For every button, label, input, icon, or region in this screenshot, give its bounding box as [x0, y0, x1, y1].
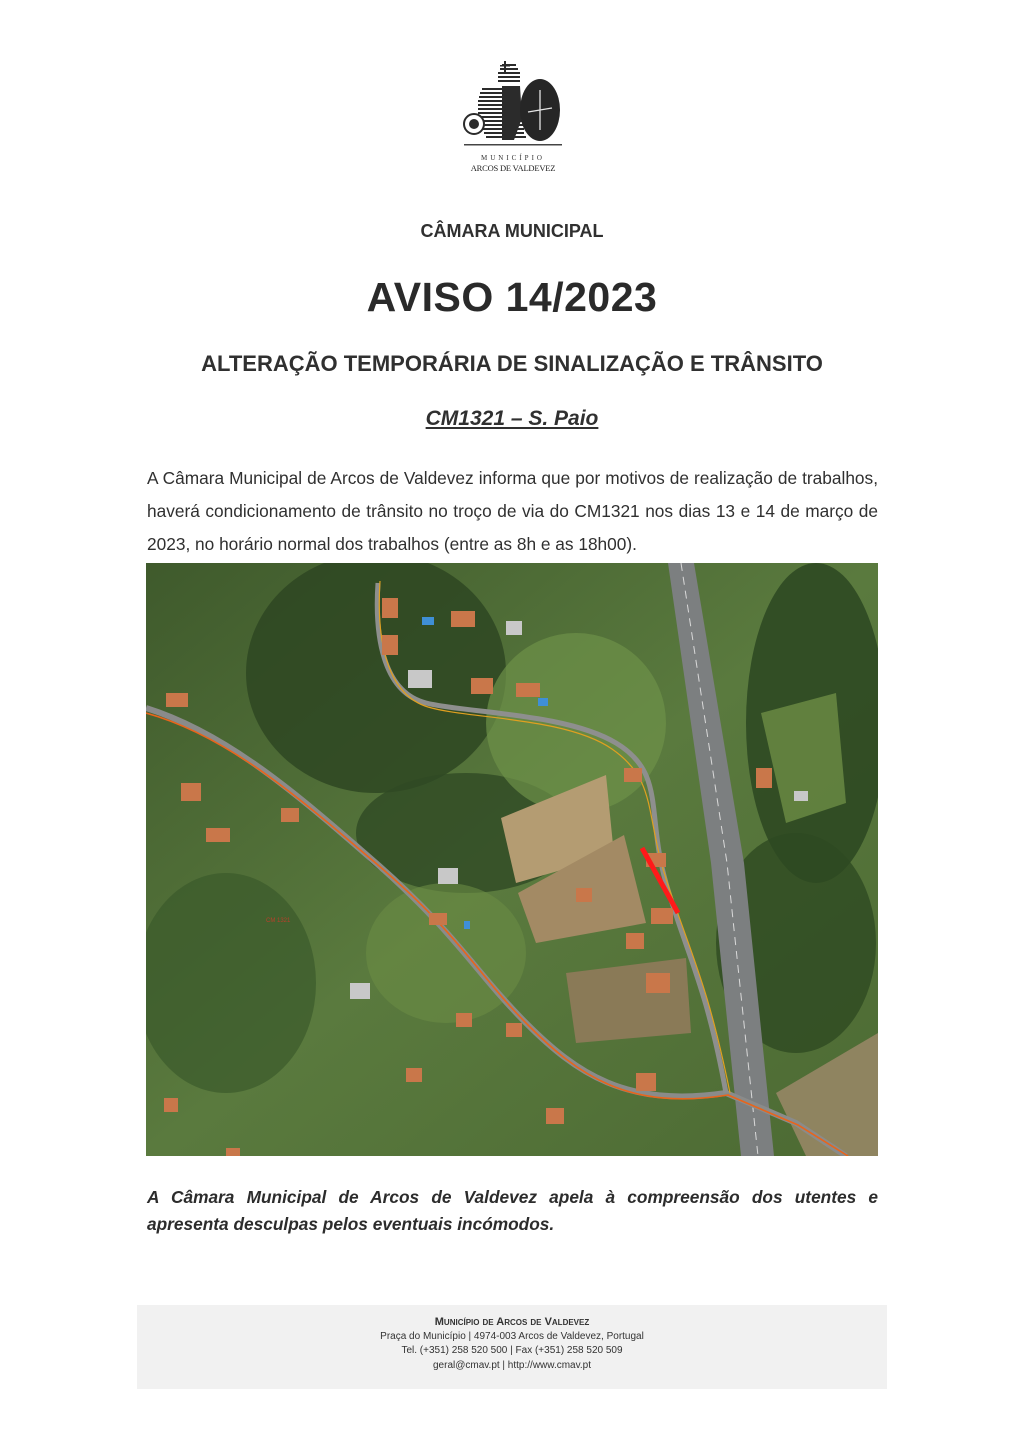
closing-statement [147, 1184, 878, 1238]
notice-subject: ALTERAÇÃO TEMPORÁRIA DE SINALIZAÇÃO E TRÂNSITO [201, 351, 823, 376]
municipality-logo [458, 58, 568, 176]
knight-shield-emblem-icon [458, 58, 568, 154]
aerial-map-image [146, 563, 878, 1156]
footer-address: Praça do Município | 4974-003 Arcos de Valdevez, Portugal [380, 1330, 644, 1342]
closing-line-2: apresenta desculpas pelos eventuais incómodos. [147, 1214, 555, 1234]
footer-contact[interactable]: geral@cmav.pt | http://www.cmav.pt [433, 1359, 591, 1371]
map-road-label: CM 1321 [266, 918, 291, 924]
footer-phone: Tel. (+351) 258 520 500 | Fax (+351) 258 520 509 [401, 1345, 623, 1356]
road-name: CM1321 – S. Paio [425, 407, 599, 430]
notice-paragraph: A Câmara Municipal de Arcos de Valdevez informa que por motivos de realização de trabalhos, haverá condicionamento de trânsito no troço de via do CM1321 nos dias 13 e 14 de março de 2023, no horário normal dos trabalhos (entre as 8h e as 18h00). [147, 468, 878, 554]
closing-line-1: A Câmara Municipal de Arcos de Valdevez apela à compreensão dos utentes e [147, 1187, 878, 1207]
notice-title: AVISO 14/2023 [366, 274, 658, 320]
footer-organization: Município de Arcos de Valdevez [434, 1316, 590, 1328]
logo-text-arcos: ARCOS DE VALDEVEZ [470, 163, 556, 173]
organization-heading: CÂMARA MUNICIPAL [420, 221, 604, 241]
logo-text-municipio: MUNICÍPIO [481, 154, 545, 162]
aerial-map-illustration [146, 563, 878, 1156]
footer-contact-box [137, 1305, 887, 1389]
